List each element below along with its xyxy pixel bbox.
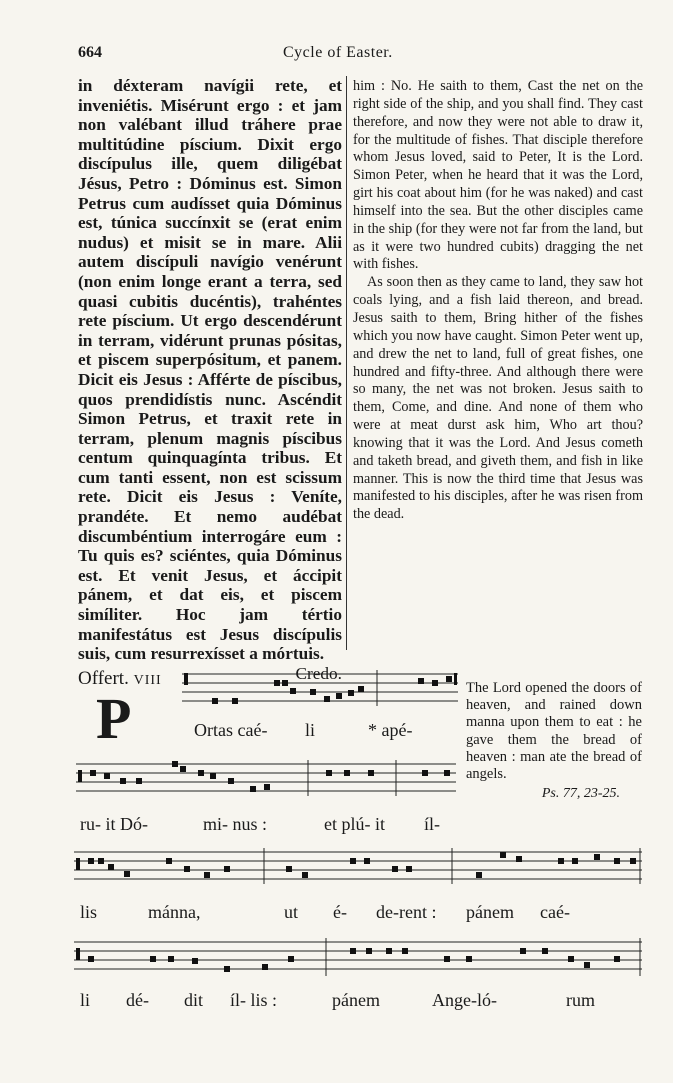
lyric-syllable: de-rent : [376,902,437,922]
lyric-syllable: rum [566,990,595,1010]
staff-svg-1 [182,668,460,708]
staff-svg-2 [76,758,460,800]
offertory-title: Offert. [78,668,129,689]
staff-svg-4 [74,934,646,982]
latin-gospel-text [78,76,342,683]
running-title: Cycle of Easter. [283,44,393,61]
column-divider [346,76,347,650]
lyric-syllable: íl- lis : [230,990,278,1010]
lyric-syllable: pánem [332,990,380,1010]
chant-staff [76,758,460,800]
lyric-syllable: pánem [466,902,514,922]
lyric-syllable: li [80,990,91,1010]
lyric-syllable: Ortas caé- [194,720,268,740]
lyric-syllable: et plú- it [324,814,385,834]
english-paragraph: As soon then as they came to land, they saw hot coals lying, and a fish laid thereon, and bread. Jesus saith to them, Bring hither of the fishes which you now have caught. Simon Peter went up, and drew the net to land, full of great fishes, one hundred and fifty-three. And although there were so many, the net was not broken. Jesus saith to them, Come, and dine. And none of them who were at meat durst ask him, Who art thou? knowing that it was the Lord. And Jesus cometh and taketh bread, and giveth them, and fish in like manner. This is now the third time that Jesus was manifested to his disciples, after he was risen from the dead. [353,274,643,523]
lyric-syllable: ut [284,902,299,922]
lyric-syllable: dé- [126,990,149,1010]
lyric-syllable: lis [80,902,98,922]
chant-staff [74,846,646,890]
page-header [78,44,642,66]
lyric-syllable: li [305,720,316,740]
page-number: 664 [78,44,102,61]
lyric-syllable: mánna, [148,902,201,922]
lyric-syllable: ru- it Dó- [80,814,148,834]
credo-rubric: Credo. [295,663,342,683]
lyric-syllable: * apé- [368,720,413,740]
offertory-initial: P [96,686,132,751]
lyric-syllable: mi- nus : [203,814,268,834]
lyric-syllable: Ange-ló- [432,990,497,1010]
english-gospel-text [353,78,643,524]
lyric-syllable: é- [333,902,347,922]
english-paragraph: him : No. He saith to them, Cast the net on the right side of the ship, and you shall find. They cast therefore, and now they were not able to draw it, for the multitude of fishes. That disciple therefore whom Jesus loved, said to Peter, It is the Lord. Simon Peter, when he heard that it was the Lord, girt his coat about him (for he was naked) and cast himself into the sea. But the other disciples came in the ship (for they were not far from the land, but as it were two hundred cubits) dragging the net with fishes. [353,78,643,273]
translation-text: The Lord opened the doors of heaven, and rained down manna upon them to eat : he gave them the bread of heaven : man ate the bread of angels. [466,680,642,783]
offertory-mode: VIII [133,673,162,688]
psalm-citation: Ps. 77, 23-25. [541,786,620,802]
lyric-syllable: íl- [424,814,440,834]
chant-staff [74,934,646,982]
staff-svg-3 [74,846,646,890]
latin-paragraph: in déxteram navígii rete, et inveniétis. Misérunt ergo : et jam non valébant illud tráhere prae multitúdine píscium. Dixit ergo discípulus ille, quem diligébat Jésus, Petro : Dóminus est. Simon Petrus cum audísset quia Dóminus est, túnica succínxit se (erat enim nudus) et misit se in mare. Alii autem discípuli navígio venérunt (non enim longe erant a terra, sed quasi cubitis ducéntis), trahéntes rete píscium. Ut ergo descendérunt in terram, vidérunt prunas pósitas, et piscem superpósitum, et panem. Dicit eis Jesus : Afférte de píscibus, quos prendidístis nunc. Ascéndit Simon Petrus, et traxit rete in terram, plenum magnis píscibus centum quinquagínta tribus. Et cum tanti essent, non est scissum rete. Dicit eis Jesus : Veníte, prandéte. Et nemo audébat discumbéntium interrogáre eum : Tu quis es? sciéntes, quia Dóminus est. Et venit Jesus, et áccipit pánem, et dat eis, et piscem simíliter. Hoc jam tértio manifestátus est Jesus discípulis suis, cum resurrexísset a mórtuis. [78,76,342,664]
lyric-syllable: dit [184,990,204,1010]
lyric-syllable: caé- [540,902,570,922]
offertory-translation [466,680,642,802]
chant-staff [182,668,460,708]
